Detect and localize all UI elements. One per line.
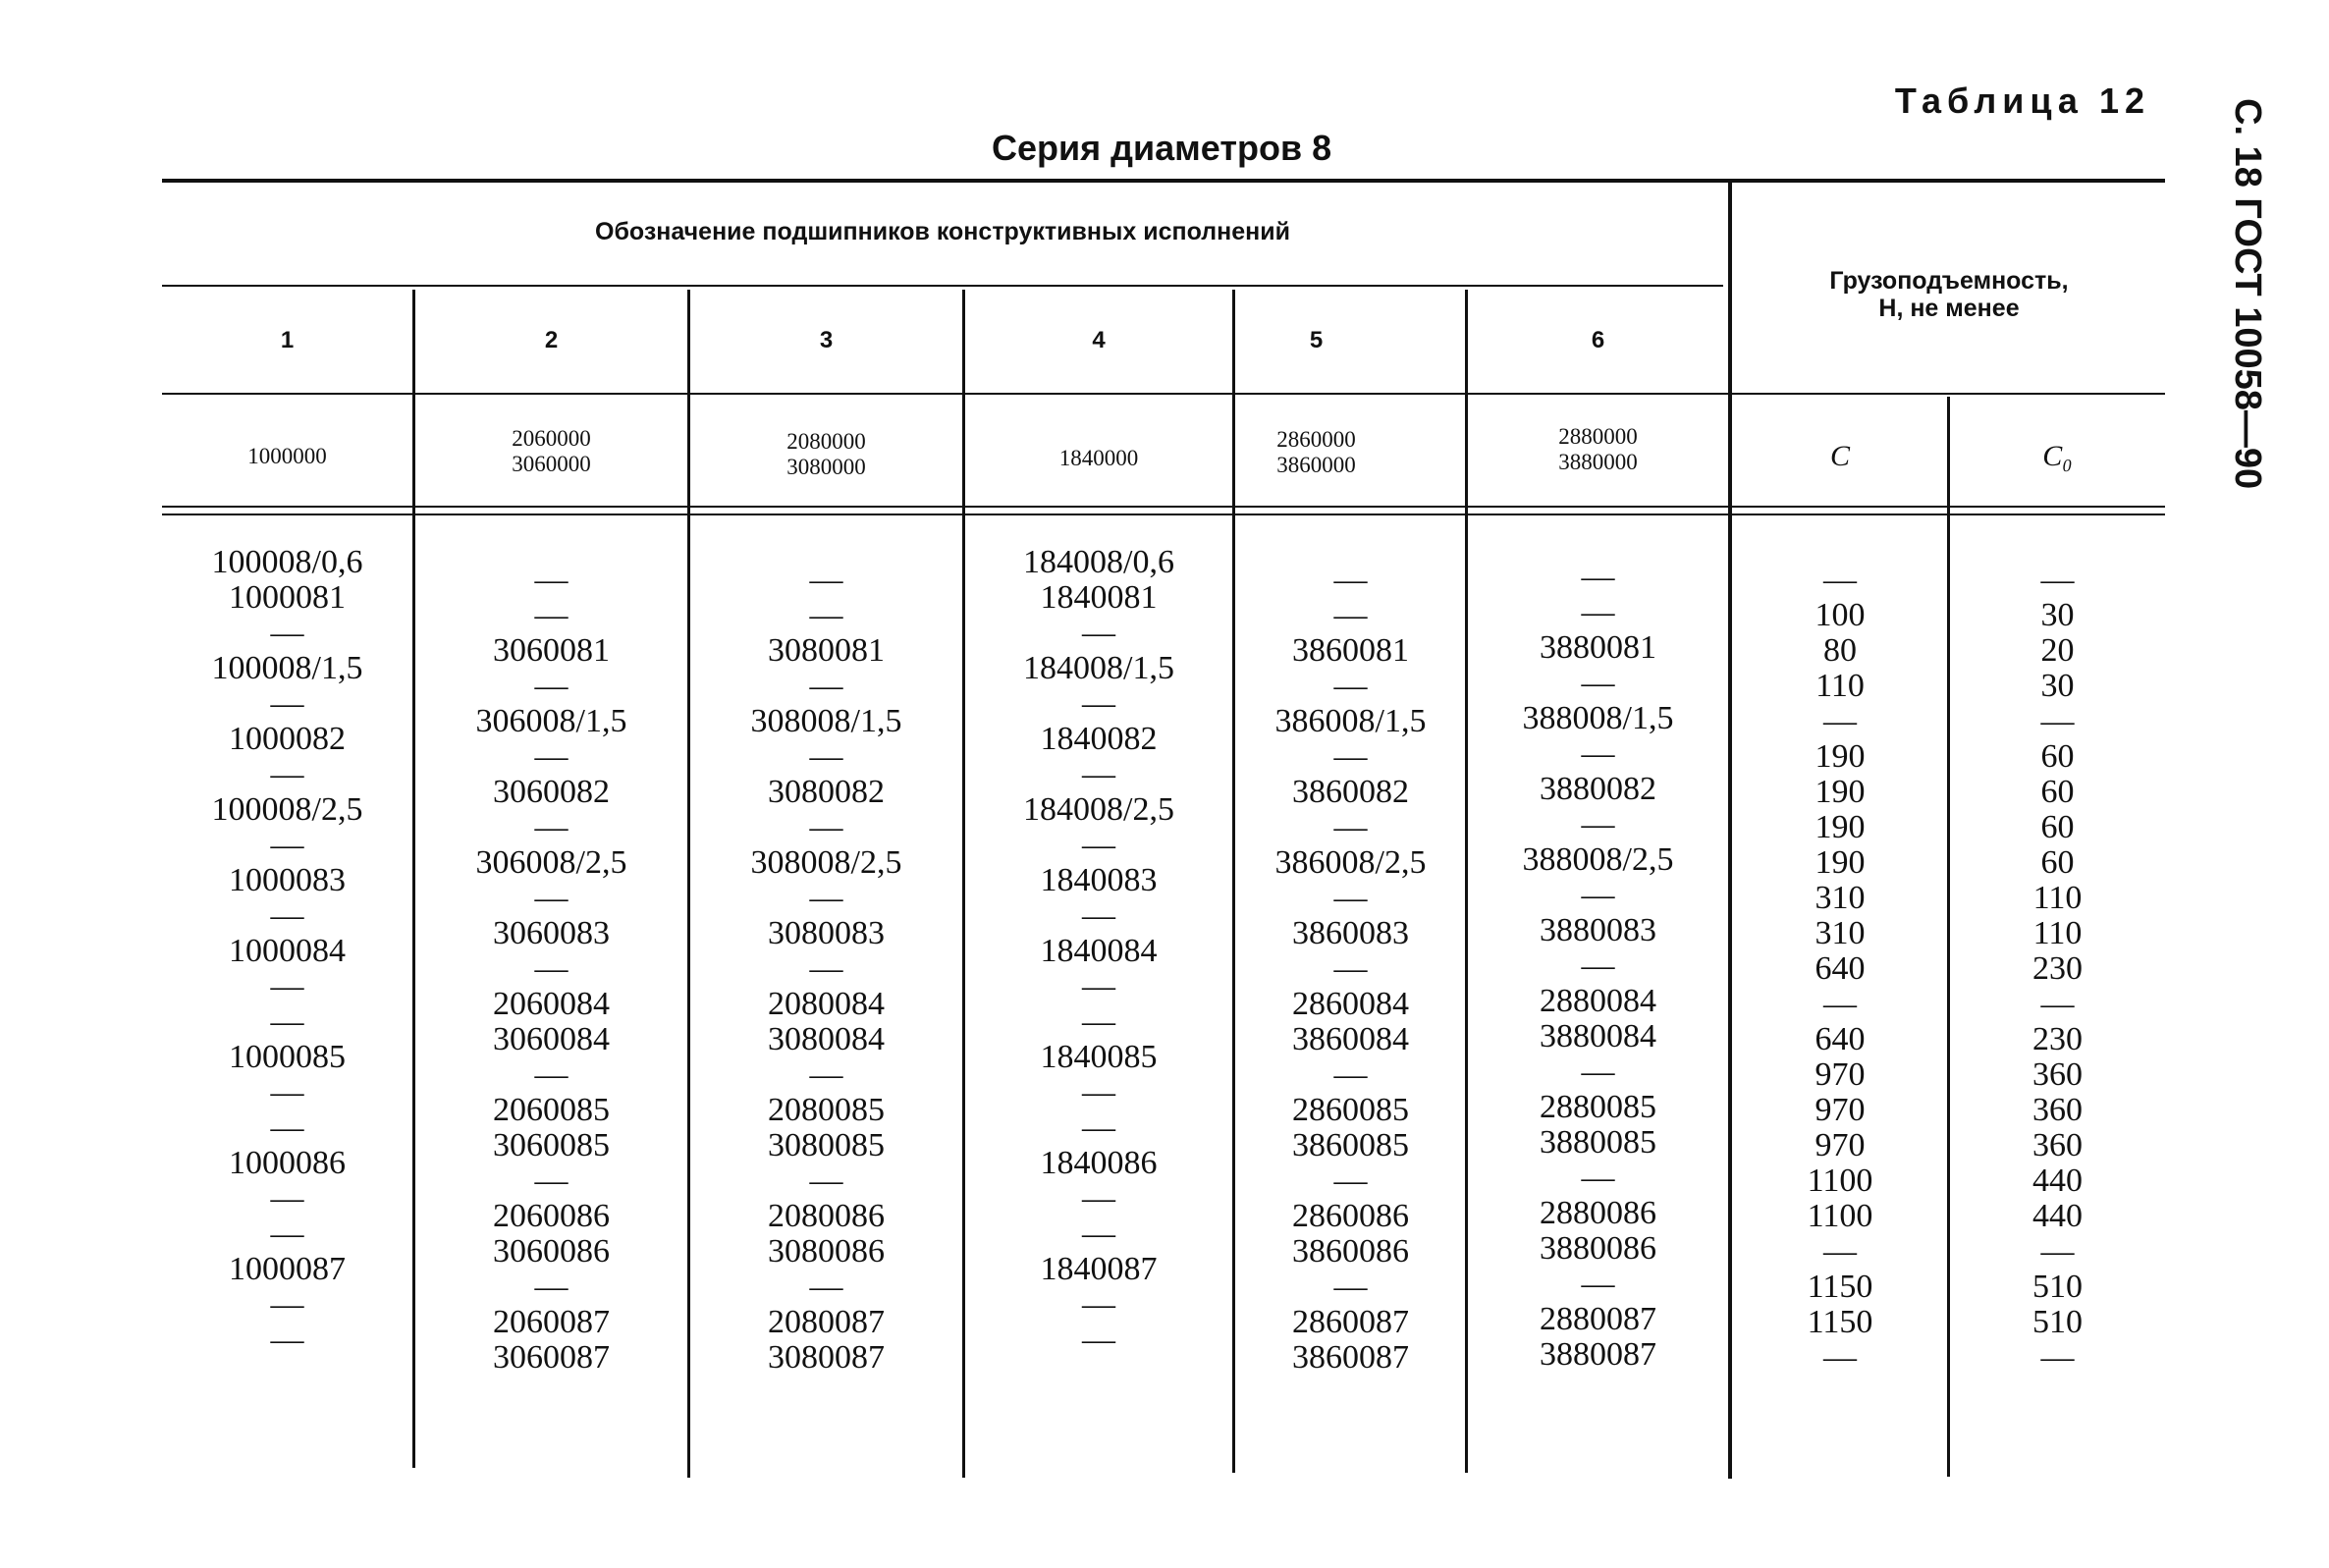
table-cell: — <box>534 880 569 916</box>
table-cell: 310 <box>1814 915 1866 951</box>
table-cell: 3880086 <box>1540 1230 1656 1267</box>
table-cell: 190 <box>1814 738 1866 775</box>
table-cell: — <box>1333 562 1368 598</box>
colnum-3: 3 <box>819 327 834 353</box>
table-cell: 2080087 <box>768 1304 885 1340</box>
table-cell: — <box>1082 1109 1115 1146</box>
table-cell: 1150 <box>1807 1269 1873 1305</box>
table-cell: 2080085 <box>768 1092 885 1128</box>
table-cell: — <box>1333 880 1368 916</box>
table-cell: 3880081 <box>1540 629 1656 666</box>
table-cell: 306008/1,5 <box>475 703 627 739</box>
column-6 <box>1468 560 1728 1373</box>
table-cell: 310 <box>1814 880 1866 916</box>
table-cell: 308008/1,5 <box>750 703 902 739</box>
table-cell: — <box>1581 559 1615 595</box>
table-cell: 3880083 <box>1540 912 1656 948</box>
column-2 <box>415 563 687 1376</box>
table-cell: — <box>809 880 843 916</box>
table-cell: — <box>534 1269 569 1305</box>
table-cell: 3080085 <box>768 1127 885 1163</box>
column-capacity-c <box>1733 563 1947 1376</box>
table-cell: — <box>534 1162 569 1199</box>
table-cell: 1000085 <box>229 1039 346 1075</box>
table-cell: 2860085 <box>1292 1092 1409 1128</box>
table-cell: 640 <box>1814 1021 1866 1057</box>
column-5 <box>1235 563 1466 1376</box>
table-cell: 2060085 <box>493 1092 610 1128</box>
table-cell: — <box>270 756 304 792</box>
table-cell: 308008/2,5 <box>750 844 902 881</box>
table-cell: 60 <box>2040 774 2075 810</box>
type-c5-a: 2860000 <box>1276 427 1356 452</box>
table-cell: — <box>1823 986 1857 1022</box>
table-cell: 640 <box>1814 950 1866 987</box>
table-cell: 1840082 <box>1040 721 1158 757</box>
table-cell: 360 <box>2032 1056 2083 1093</box>
table-cell: — <box>270 968 304 1004</box>
table-cell: — <box>270 685 304 722</box>
table-cell: 80 <box>1823 632 1857 669</box>
table-cell: 30 <box>2040 597 2075 633</box>
table-cell: — <box>2040 986 2075 1022</box>
table-cell: — <box>270 827 304 863</box>
table-cell: 3880082 <box>1540 771 1656 807</box>
table-cell: 1150 <box>1807 1304 1873 1340</box>
designation-capacity-divider <box>1728 183 1732 1479</box>
table-cell: 60 <box>2040 738 2075 775</box>
table-cell: — <box>2040 1233 2075 1270</box>
table-cell: 3860084 <box>1292 1021 1409 1057</box>
table-cell: 190 <box>1814 774 1866 810</box>
table-cell: — <box>270 1074 304 1110</box>
table-cell: 100 <box>1814 597 1866 633</box>
table-cell: 360 <box>2032 1092 2083 1128</box>
table-cell: — <box>534 738 569 775</box>
table-cell: 1000083 <box>229 862 346 898</box>
series-title: Серия диаметров 8 <box>992 128 1332 168</box>
table-cell: 3080082 <box>768 774 885 810</box>
table-cell: 184008/0,6 <box>1023 544 1174 580</box>
designation-header: Обозначение подшипников конструктивных исполнений <box>595 218 1290 245</box>
table-cell: — <box>270 1216 304 1252</box>
table-cell: 510 <box>2032 1304 2083 1340</box>
colnum-6: 6 <box>1591 327 1605 353</box>
table-cell: — <box>1823 703 1857 739</box>
table-cell: 1100 <box>1807 1198 1873 1234</box>
table-cell: — <box>1581 806 1615 842</box>
table-cell: 3880084 <box>1540 1018 1656 1054</box>
type-c4: 1840000 <box>1058 446 1139 470</box>
type-c5-b: 3860000 <box>1276 453 1356 477</box>
table-cell: — <box>809 1269 843 1305</box>
table-cell: — <box>809 738 843 775</box>
table-cell: — <box>534 597 569 633</box>
table-cell: 3060081 <box>493 632 610 669</box>
table-cell: 3080086 <box>768 1233 885 1270</box>
table-cell: 3060082 <box>493 774 610 810</box>
type-c3-a: 2080000 <box>786 429 866 454</box>
table-cell: — <box>809 809 843 845</box>
table-cell: 1000087 <box>229 1251 346 1287</box>
table-cell: — <box>809 562 843 598</box>
table-cell: 3860081 <box>1292 632 1409 669</box>
table-cell: 3080084 <box>768 1021 885 1057</box>
table-cell: 2860084 <box>1292 986 1409 1022</box>
table-cell: 100008/0,6 <box>211 544 363 580</box>
table-cell: 2880087 <box>1540 1301 1656 1337</box>
table-cell: 190 <box>1814 844 1866 881</box>
table-cell: 440 <box>2032 1198 2083 1234</box>
table-cell: — <box>534 809 569 845</box>
colnum-5: 5 <box>1309 327 1324 353</box>
table-cell: — <box>1082 1180 1115 1217</box>
table-cell: 1000082 <box>229 721 346 757</box>
table-cell: 2860086 <box>1292 1198 1409 1234</box>
table-cell: 3080083 <box>768 915 885 951</box>
table-cell: — <box>1082 897 1115 934</box>
table-cell: 306008/2,5 <box>475 844 627 881</box>
table-cell: 3880085 <box>1540 1124 1656 1161</box>
capacity-header-line1: Грузоподъемность, <box>1829 267 2069 295</box>
capacity-c0-subheader: C₀ <box>2042 440 2073 472</box>
table-cell: 388008/2,5 <box>1522 841 1674 878</box>
table-cell: 2080086 <box>768 1198 885 1234</box>
table-cell: — <box>1581 665 1615 701</box>
table-cell: — <box>1333 1056 1368 1093</box>
table-cell: — <box>1823 1339 1857 1376</box>
table-cell: 2880085 <box>1540 1089 1656 1125</box>
table-cell: — <box>1581 877 1615 913</box>
table-cell: 1000084 <box>229 933 346 969</box>
table-cell: 2880084 <box>1540 983 1656 1019</box>
type-c2-a: 2060000 <box>512 426 591 451</box>
table-cell: — <box>270 1286 304 1323</box>
table-cell: — <box>1581 1054 1615 1090</box>
table-cell: — <box>1581 594 1615 630</box>
table-cell: — <box>1581 1266 1615 1302</box>
table-cell: 386008/2,5 <box>1274 844 1427 881</box>
table-cell: 1000081 <box>229 579 346 616</box>
table-cell: 970 <box>1814 1056 1866 1093</box>
table-cell: — <box>2040 562 2075 598</box>
table-cell: 190 <box>1814 809 1866 845</box>
type-c3-b: 3080000 <box>786 455 866 479</box>
type-row-rule-1 <box>162 506 2165 508</box>
table-cell: 230 <box>2032 950 2083 987</box>
table-cell: — <box>270 1180 304 1217</box>
table-top-rule <box>162 179 2165 183</box>
table-cell: 970 <box>1814 1127 1866 1163</box>
type-c1: 1000000 <box>247 444 327 468</box>
table-cell: — <box>1082 827 1115 863</box>
table-cell: — <box>1082 1322 1115 1358</box>
table-cell: — <box>1581 947 1615 984</box>
table-cell: 1840086 <box>1040 1145 1158 1181</box>
table-cell: 20 <box>2040 632 2075 669</box>
table-cell: 3860083 <box>1292 915 1409 951</box>
table-cell: 388008/1,5 <box>1522 700 1674 736</box>
table-label: Таблица 12 <box>1894 81 2150 121</box>
type-c2-b: 3060000 <box>512 452 591 476</box>
table-cell: 510 <box>2032 1269 2083 1305</box>
table-cell: — <box>1581 735 1615 772</box>
table-cell: 110 <box>2032 915 2083 951</box>
table-cell: — <box>1082 685 1115 722</box>
table-cell: 3060083 <box>493 915 610 951</box>
table-cell: 2060087 <box>493 1304 610 1340</box>
capacity-c-subheader: C <box>1829 440 1850 472</box>
capacity-header-line2: Н, не менее <box>1878 295 2020 322</box>
table-cell: 1840083 <box>1040 862 1158 898</box>
table-cell: 360 <box>2032 1127 2083 1163</box>
table-cell: 1840084 <box>1040 933 1158 969</box>
table-cell: 60 <box>2040 809 2075 845</box>
table-cell: 2080084 <box>768 986 885 1022</box>
table-cell: 3060086 <box>493 1233 610 1270</box>
table-cell: 386008/1,5 <box>1274 703 1427 739</box>
table-cell: 100008/2,5 <box>211 791 363 828</box>
table-cell: — <box>1333 950 1368 987</box>
table-cell: 3880087 <box>1540 1336 1656 1373</box>
table-cell: — <box>809 1056 843 1093</box>
table-cell: — <box>809 597 843 633</box>
table-cell: 3860085 <box>1292 1127 1409 1163</box>
table-cell: — <box>534 562 569 598</box>
colnum-4: 4 <box>1092 327 1106 353</box>
table-cell: — <box>270 1109 304 1146</box>
table-cell: — <box>1333 597 1368 633</box>
table-cell: — <box>1082 756 1115 792</box>
table-cell: 1840085 <box>1040 1039 1158 1075</box>
table-cell: — <box>270 897 304 934</box>
table-cell: 3060085 <box>493 1127 610 1163</box>
table-cell: 1000086 <box>229 1145 346 1181</box>
table-cell: — <box>1333 809 1368 845</box>
type-c6-a: 2880000 <box>1558 424 1638 449</box>
table-cell: 230 <box>2032 1021 2083 1057</box>
table-cell: — <box>270 1003 304 1040</box>
table-cell: 1840087 <box>1040 1251 1158 1287</box>
table-cell: 2060086 <box>493 1198 610 1234</box>
column-3 <box>690 563 962 1376</box>
table-cell: 3080087 <box>768 1339 885 1376</box>
column-1 <box>162 545 412 1358</box>
table-cell: 2880086 <box>1540 1195 1656 1231</box>
table-cell: — <box>1333 738 1368 775</box>
table-cell: — <box>1082 1074 1115 1110</box>
table-cell: 110 <box>1815 668 1865 704</box>
table-cell: — <box>809 668 843 704</box>
table-cell: — <box>1823 562 1857 598</box>
table-cell: 3060084 <box>493 1021 610 1057</box>
table-cell: 3080081 <box>768 632 885 669</box>
table-cell: 3860086 <box>1292 1233 1409 1270</box>
table-cell: — <box>534 1056 569 1093</box>
side-caption <box>2229 98 2268 511</box>
table-cell: — <box>270 615 304 651</box>
type-row-rule-2 <box>162 514 2165 515</box>
table-cell: — <box>2040 703 2075 739</box>
designation-header-rule <box>162 285 1723 287</box>
table-cell: 1840081 <box>1040 579 1158 616</box>
side-caption-text: С. 18 ГОСТ 10058—90 <box>2227 98 2268 490</box>
table-cell: — <box>809 1162 843 1199</box>
column-4 <box>965 545 1232 1358</box>
table-cell: 30 <box>2040 668 2075 704</box>
table-cell: 3860082 <box>1292 774 1409 810</box>
colnum-rule <box>162 393 2165 395</box>
table-cell: — <box>2040 1339 2075 1376</box>
table-cell: — <box>1333 1269 1368 1305</box>
table-cell: 3060087 <box>493 1339 610 1376</box>
type-c6-b: 3880000 <box>1558 450 1638 474</box>
table-cell: 1100 <box>1807 1162 1873 1199</box>
table-cell: — <box>1333 668 1368 704</box>
colnum-2: 2 <box>544 327 559 353</box>
table-cell: 440 <box>2032 1162 2083 1199</box>
table-cell: 2860087 <box>1292 1304 1409 1340</box>
table-cell: 184008/1,5 <box>1023 650 1174 686</box>
table-cell: 60 <box>2040 844 2075 881</box>
table-cell: 100008/1,5 <box>211 650 363 686</box>
table-cell: — <box>1082 1003 1115 1040</box>
table-cell: 970 <box>1814 1092 1866 1128</box>
table-cell: — <box>1082 968 1115 1004</box>
table-cell: — <box>1823 1233 1857 1270</box>
table-cell: — <box>534 950 569 987</box>
table-cell: 3860087 <box>1292 1339 1409 1376</box>
table-cell: 2060084 <box>493 986 610 1022</box>
table-cell: — <box>1581 1160 1615 1196</box>
colnum-1: 1 <box>280 327 295 353</box>
table-cell: — <box>1082 615 1115 651</box>
table-cell: — <box>1333 1162 1368 1199</box>
table-cell: 110 <box>2032 880 2083 916</box>
table-cell: — <box>534 668 569 704</box>
table-cell: — <box>809 950 843 987</box>
table-cell: — <box>1082 1286 1115 1323</box>
table-cell: 184008/2,5 <box>1023 791 1174 828</box>
table-cell: — <box>1082 1216 1115 1252</box>
column-capacity-c0 <box>1950 563 2165 1376</box>
table-cell: — <box>270 1322 304 1358</box>
